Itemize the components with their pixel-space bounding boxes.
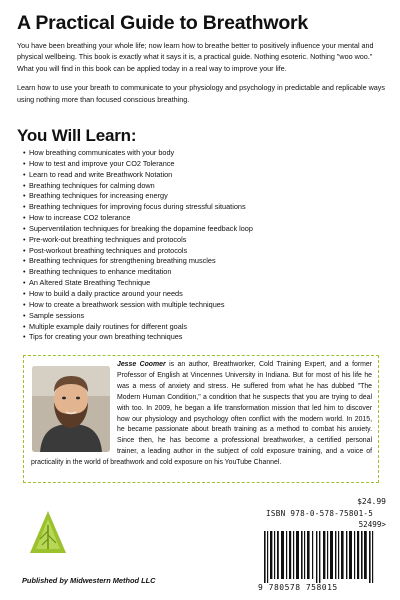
list-item: • Superventilation techniques for breaking the dopamine feedback loop bbox=[24, 224, 384, 235]
price-label: $24.99 bbox=[357, 497, 386, 506]
list-item: • Breathing techniques for increasing energy bbox=[24, 191, 384, 202]
list-item: • Tips for creating your own breathing techniques bbox=[24, 332, 384, 343]
publisher-logo bbox=[22, 505, 74, 555]
publisher-line: Published by Midwestern Method LLC bbox=[22, 576, 156, 585]
author-bio-text: is an author, Breathworker, Cold Training Expert, and a former Professor of English at Vincennes University in Indiana. But for most of his life he was a mess of anxiety and stress. He suffered from what he has dubbed "The Modern Human Condition," a condition that he suspects that you are trying to deal with too. In 2009, he began a life transformation mission that led him to discover how our physiology and psychology often conflict with the modern world. In 2015, he became passionate about breath training as a method to combat his anxiety. Since then, he has become a professional breathworker, a certified personal trainer, a leading author in the subject of cold exposure training, and a voice of practicality in the world of breathwork and cold exposure on his YouTube Channel. bbox=[31, 361, 372, 467]
list-item: • Pre-work-out breathing techniques and protocols bbox=[24, 235, 384, 246]
list-item: • Breathing techniques for strengthening breathing muscles bbox=[24, 256, 384, 267]
author-bio bbox=[31, 360, 372, 469]
intro-section bbox=[17, 40, 387, 113]
learn-heading: You Will Learn: bbox=[17, 126, 137, 145]
barcode-block bbox=[248, 497, 388, 593]
barcode-digits: 9 780578 758015 bbox=[258, 583, 338, 592]
isbn-label: ISBN 978-0-578-75801-5 bbox=[266, 509, 374, 518]
intro-paragraph: Learn how to use your breath to communicate to your physiology and psychology in predictable and replicable ways using nothing more than focused conscious breathing. bbox=[17, 83, 385, 104]
list-item: • Breathing techniques for calming down bbox=[24, 181, 384, 192]
list-item: • Breathing techniques for improving focus during stressful situations bbox=[24, 202, 384, 213]
list-item: • Post-workout breathing techniques and protocols bbox=[24, 246, 384, 257]
list-item: • How to build a daily practice around your needs bbox=[24, 289, 384, 300]
list-item: • Multiple example daily routines for different goals bbox=[24, 322, 384, 333]
addon-code: 52499> bbox=[358, 520, 386, 529]
list-item: • How to create a breathwork session with multiple techniques bbox=[24, 300, 384, 311]
list-item: • How to increase CO2 tolerance bbox=[24, 213, 384, 224]
list-item: • How breathing communicates with your body bbox=[24, 148, 384, 159]
list-item: • Learn to read and write Breathwork Notation bbox=[24, 170, 384, 181]
author-name: Jesse Coomer bbox=[117, 361, 166, 368]
list-item: • Sample sessions bbox=[24, 311, 384, 322]
author-bio-box bbox=[23, 355, 379, 483]
intro-paragraph: You have been breathing your whole life; now learn how to breathe better to positively influence your mental and physical wellbeing. This book is exactly what it says it is, a practical guide. Nothing esoteric. Nothing "woo woo." What you will find in this book can be applied today in a real way to improve your life. bbox=[17, 41, 374, 73]
list-item: • An Altered State Breathing Technique bbox=[24, 278, 384, 289]
page-title: A Practical Guide to Breathwork bbox=[17, 12, 309, 34]
learn-list bbox=[24, 148, 384, 343]
list-item: • How to test and improve your CO2 Tolerance bbox=[24, 159, 384, 170]
barcode-icon bbox=[264, 531, 382, 583]
list-item: • Breathing techniques to enhance meditation bbox=[24, 267, 384, 278]
